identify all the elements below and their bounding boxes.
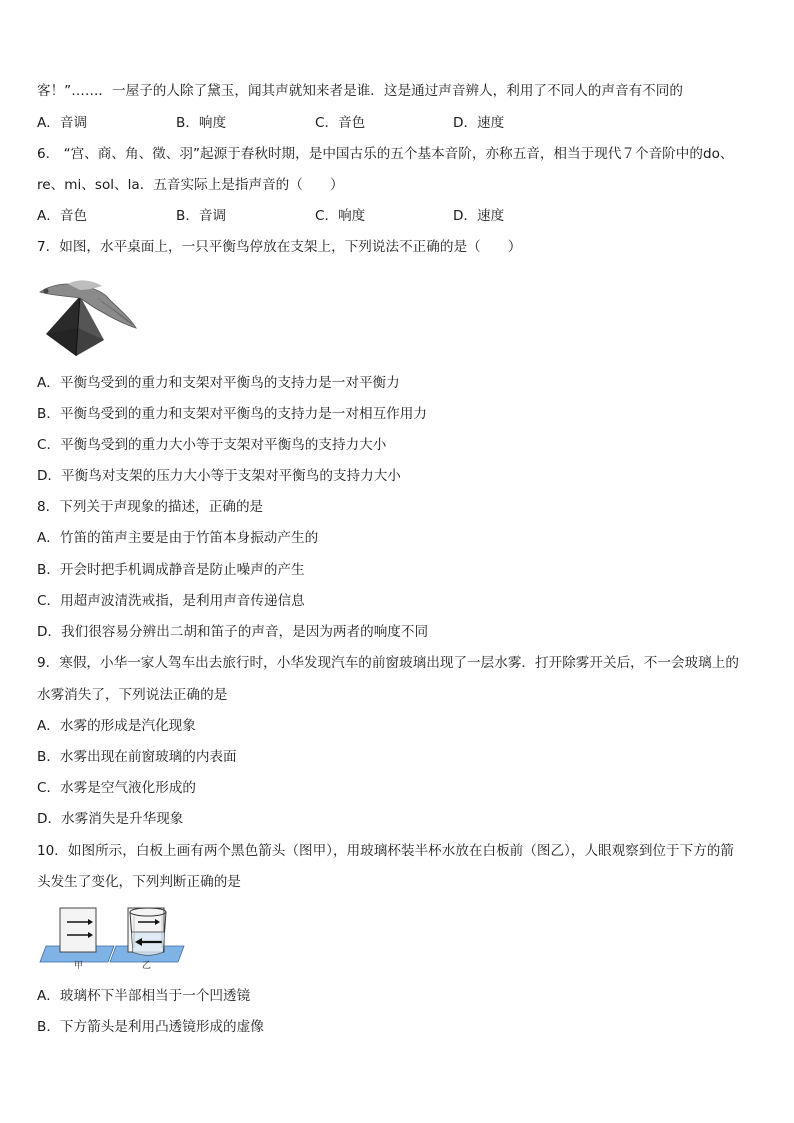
q10-stem-line2: 头发生了变化，下列判断正确的是 [37, 874, 241, 890]
q6-option-d: D．速度 [453, 208, 505, 224]
arrow-glass-diagram [38, 902, 188, 974]
q10-stem-line1: 10．如图所示，白板上画有两个黑色箭头（图甲），用玻璃杯装半杯水放在白板前（图乙），人眼观察到位于下方的箭 [37, 843, 734, 859]
q5-option-a: A．音调 [37, 115, 88, 131]
balance-bird-image [38, 278, 138, 370]
q8-stem: 8．下列关于声现象的描述，正确的是 [37, 499, 264, 515]
q7-stem: 7．如图，水平桌面上，一只平衡鸟停放在支架上，下列说法不正确的是（ ） [37, 239, 522, 255]
q6-stem-line1: 6． “宫、商、角、徵、羽”起源于春秋时期，是中国古乐的五个基本音阶，亦称五音，相当于现代７个音阶中的do、 [37, 146, 734, 162]
q6-option-b: B．音调 [176, 208, 227, 224]
q7-option-b: B．平衡鸟受到的重力和支架对平衡鸟的支持力是一对相互作用力 [37, 406, 427, 422]
q5-option-d: D．速度 [453, 115, 505, 131]
q9-option-b: B．水雾出现在前窗玻璃的内表面 [37, 749, 237, 765]
q9-stem-line1: 9．寒假，小华一家人驾车出去旅行时，小华发现汽车的前窗玻璃出现了一层水雾．打开除雾开关后，不一会玻璃上的 [37, 655, 739, 671]
q8-option-c: C．用超声波清洗戒指，是利用声音传递信息 [37, 593, 305, 609]
q5-option-c: C．音色 [315, 115, 366, 131]
q8-option-d: D．我们很容易分辨出二胡和笛子的声音，是因为两者的响度不同 [37, 624, 429, 640]
q5-stem-tail: 客！”……．一屋子的人除了黛玉，闻其声就知来者是谁．这是通过声音辨人，利用了不同人的声音有不同的 [37, 83, 683, 99]
q6-option-a: A．音色 [37, 208, 88, 224]
balance-bird-figure [38, 278, 138, 370]
q6-stem-line2: re、mi、sol、la．五音实际上是指声音的（ ） [37, 177, 344, 193]
q10-option-a: A．玻璃杯下半部相当于一个凹透镜 [37, 988, 251, 1004]
figure-label-right: 乙 [142, 961, 152, 971]
q7-option-c: C．平衡鸟受到的重力大小等于支架对平衡鸟的支持力大小 [37, 437, 387, 453]
q9-option-c: C．水雾是空气液化形成的 [37, 780, 197, 796]
figure-label-left: 甲 [74, 961, 84, 971]
q7-option-a: A．平衡鸟受到的重力和支架对平衡鸟的支持力是一对平衡力 [37, 375, 400, 391]
q10-option-b: B．下方箭头是利用凸透镜形成的虚像 [37, 1019, 264, 1035]
arrow-glass-figure [38, 902, 188, 974]
q9-option-a: A．水雾的形成是汽化现象 [37, 718, 196, 734]
q6-option-c: C．响度 [315, 208, 366, 224]
q8-option-b: B．开会时把手机调成静音是防止噪声的产生 [37, 562, 305, 578]
q9-option-d: D．水雾消失是升华现象 [37, 811, 184, 827]
q7-option-d: D．平衡鸟对支架的压力大小等于支架对平衡鸟的支持力大小 [37, 468, 401, 484]
q5-option-b: B．响度 [176, 115, 227, 131]
q8-option-a: A．竹笛的笛声主要是由于竹笛本身振动产生的 [37, 530, 319, 546]
q9-stem-line2: 水雾消失了，下列说法正确的是 [37, 687, 228, 703]
